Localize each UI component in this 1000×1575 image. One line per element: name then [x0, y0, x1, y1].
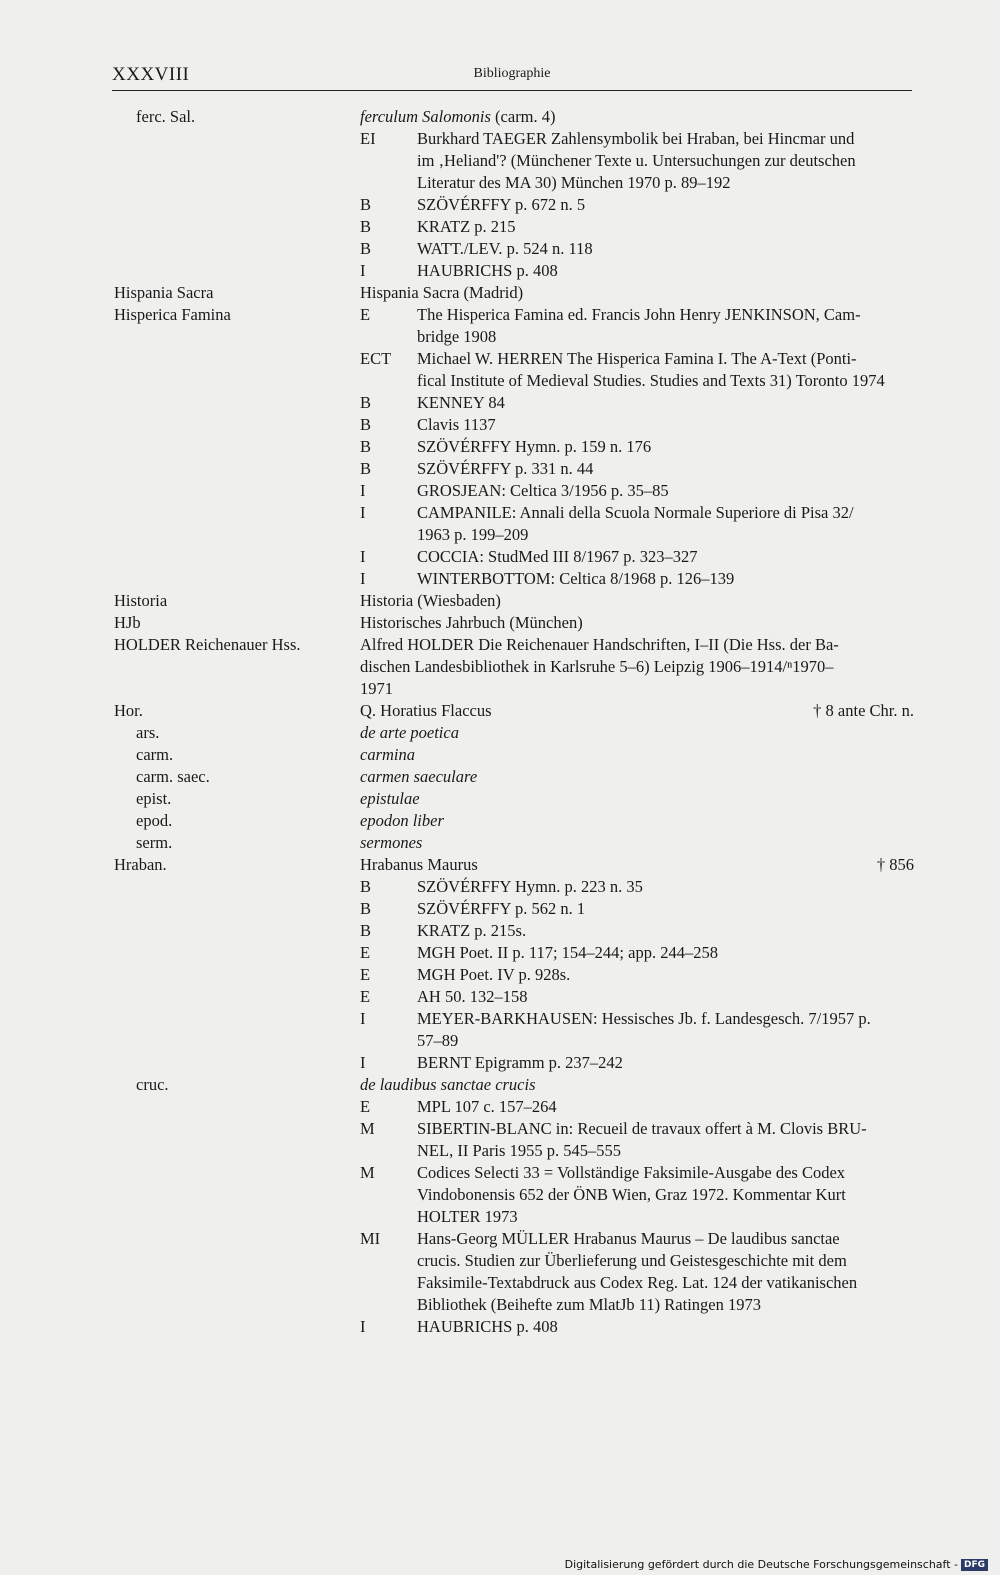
entry-abbreviation: Hisperica Famina	[114, 305, 231, 324]
entry-citation: SZÖVÉRFFY Hymn. p. 223 n. 35	[417, 877, 643, 896]
entry-citation: SZÖVÉRFFY p. 672 n. 5	[417, 195, 586, 214]
entry-citation: AH 50. 132–158	[417, 987, 528, 1006]
entry-citation: KRATZ p. 215	[417, 217, 516, 236]
entry-category-code: B	[360, 415, 372, 434]
entry-row	[0, 304, 1000, 326]
entry-citation: fical Institute of Medieval Studies. Studies and Texts 31) Toronto 1974	[417, 371, 885, 390]
entry-category-code: E	[360, 943, 371, 962]
entry-citation: Hans-Georg MÜLLER Hrabanus Maurus – De laudibus sanctae	[417, 1229, 840, 1248]
entry-category-code: ECT	[360, 349, 392, 368]
entry-full-title: Historia (Wiesbaden)	[360, 591, 501, 610]
entry-row	[0, 920, 1000, 942]
entry-citation: HAUBRICHS p. 408	[417, 261, 558, 280]
entry-row	[0, 568, 1000, 590]
entry-full-title: de laudibus sanctae crucis	[360, 1075, 536, 1094]
entry-row	[0, 1250, 1000, 1272]
footer-text: Digitalisierung gefördert durch die Deutsche Forschungsgemeinschaft -	[564, 1558, 958, 1571]
entry-abbreviation: carm. saec.	[136, 767, 210, 786]
entry-row	[0, 524, 1000, 546]
entry-category-code: B	[360, 393, 372, 412]
entry-category-code: M	[360, 1163, 375, 1182]
entry-citation: CAMPANILE: Annali della Scuola Normale Superiore di Pisa 32/	[417, 503, 854, 522]
entry-citation: MGH Poet. IV p. 928s.	[417, 965, 571, 984]
entry-row	[0, 238, 1000, 260]
entry-category-code: MI	[360, 1229, 381, 1248]
entry-category-code: I	[360, 569, 366, 588]
entry-row	[0, 1074, 1000, 1096]
entry-abbreviation: Hraban.	[114, 855, 167, 874]
entry-citation: Bibliothek (Beihefte zum MlatJb 11) Ratingen 1973	[417, 1295, 761, 1314]
entry-abbreviation: Hispania Sacra	[114, 283, 214, 302]
entry-row	[0, 414, 1000, 436]
entry-category-code: E	[360, 965, 371, 984]
entry-full-title: dischen Landesbibliothek in Karlsruhe 5–6) Leipzig 1906–1914/ⁿ1970–	[360, 657, 834, 676]
entry-row	[0, 832, 1000, 854]
bibliography-entries	[0, 106, 1000, 1338]
entry-row	[0, 106, 1000, 128]
entry-date: † 8 ante Chr. n.	[813, 701, 914, 720]
entry-category-code: I	[360, 547, 366, 566]
entry-citation: Michael W. HERREN The Hisperica Famina I. The A-Text (Ponti-	[417, 349, 857, 368]
entry-category-code: B	[360, 459, 372, 478]
entry-citation: HOLTER 1973	[417, 1207, 518, 1226]
entry-citation: Literatur des MA 30) München 1970 p. 89–192	[417, 173, 731, 192]
entry-row	[0, 788, 1000, 810]
entry-citation: NEL, II Paris 1955 p. 545–555	[417, 1141, 621, 1160]
entry-category-code: B	[360, 239, 372, 258]
entry-category-code: I	[360, 1053, 366, 1072]
entry-citation: WATT./LEV. p. 524 n. 118	[417, 239, 593, 258]
entry-row	[0, 260, 1000, 282]
entry-category-code: I	[360, 261, 366, 280]
entry-full-title: sermones	[360, 833, 423, 852]
entry-category-code: B	[360, 217, 372, 236]
entry-category-code: I	[360, 503, 366, 522]
entry-category-code: I	[360, 1009, 366, 1028]
entry-citation: SIBERTIN-BLANC in: Recueil de travaux offert à M. Clovis BRU-	[417, 1119, 867, 1138]
entry-citation: Faksimile-Textabdruck aus Codex Reg. Lat. 124 der vatikanischen	[417, 1273, 858, 1292]
entry-citation: The Hisperica Famina ed. Francis John Henry JENKINSON, Cam-	[417, 305, 861, 324]
entry-row	[0, 612, 1000, 634]
entry-abbreviation: epod.	[136, 811, 173, 830]
entry-citation: HAUBRICHS p. 408	[417, 1317, 558, 1336]
entry-row	[0, 1316, 1000, 1338]
entry-row	[0, 546, 1000, 568]
entry-citation: MEYER-BARKHAUSEN: Hessisches Jb. f. Landesgesch. 7/1957 p.	[417, 1009, 871, 1028]
footer-credit	[565, 1558, 988, 1571]
entry-row	[0, 172, 1000, 194]
entry-citation: 1963 p. 199–209	[417, 525, 529, 544]
entry-category-code: E	[360, 1097, 371, 1116]
entry-row	[0, 436, 1000, 458]
entry-row	[0, 1118, 1000, 1140]
entry-citation: im ‚Heliand'? (Münchener Texte u. Untersuchungen zur deutschen	[417, 151, 856, 170]
entry-row	[0, 744, 1000, 766]
entry-row	[0, 1096, 1000, 1118]
entry-full-title: Alfred HOLDER Die Reichenauer Handschriften, I–II (Die Hss. der Ba-	[360, 635, 839, 654]
entry-citation: BERNT Epigramm p. 237–242	[417, 1053, 623, 1072]
entry-citation: bridge 1908	[417, 327, 497, 346]
entry-citation: GROSJEAN: Celtica 3/1956 p. 35–85	[417, 481, 669, 500]
entry-row	[0, 1294, 1000, 1316]
entry-full-title: de arte poetica	[360, 723, 459, 742]
entry-abbreviation: HJb	[114, 613, 141, 632]
entry-row	[0, 326, 1000, 348]
entry-abbreviation: carm.	[136, 745, 174, 764]
entry-category-code: E	[360, 305, 371, 324]
entry-citation: SZÖVÉRFFY p. 331 n. 44	[417, 459, 594, 478]
entry-row	[0, 700, 1000, 722]
entry-abbreviation: cruc.	[136, 1075, 169, 1094]
entry-category-code: E	[360, 987, 371, 1006]
entry-full-title: ferculum Salomonis (carm. 4)	[360, 107, 556, 126]
entry-row	[0, 194, 1000, 216]
entry-abbreviation: ferc. Sal.	[136, 107, 196, 126]
entry-row	[0, 502, 1000, 524]
entry-citation: SZÖVÉRFFY p. 562 n. 1	[417, 899, 586, 918]
entry-row	[0, 1206, 1000, 1228]
entry-row	[0, 348, 1000, 370]
entry-citation: Burkhard TAEGER Zahlensymbolik bei Hraban, bei Hincmar und	[417, 129, 855, 148]
entry-category-code: EI	[360, 129, 376, 148]
entry-full-title: Hispania Sacra (Madrid)	[360, 283, 524, 302]
entry-row	[0, 1184, 1000, 1206]
entry-row	[0, 128, 1000, 150]
entry-citation: 57–89	[417, 1031, 459, 1050]
entry-abbreviation: HOLDER Reichenauer Hss.	[114, 635, 301, 654]
entry-row	[0, 678, 1000, 700]
entry-row	[0, 370, 1000, 392]
entry-full-title: carmen saeculare	[360, 767, 478, 786]
entry-abbreviation: Hor.	[114, 701, 143, 720]
entry-abbreviation: serm.	[136, 833, 173, 852]
dfg-logo: DFG	[961, 1559, 988, 1571]
entry-row	[0, 150, 1000, 172]
entry-row	[0, 766, 1000, 788]
entry-full-title: Historisches Jahrbuch (München)	[360, 613, 583, 632]
entry-row	[0, 282, 1000, 304]
entry-row	[0, 854, 1000, 876]
entry-row	[0, 634, 1000, 656]
entry-row	[0, 480, 1000, 502]
entry-row	[0, 898, 1000, 920]
entry-category-code: B	[360, 195, 372, 214]
entry-row	[0, 1052, 1000, 1074]
entry-row	[0, 1140, 1000, 1162]
entry-row	[0, 942, 1000, 964]
entry-citation: Vindobonensis 652 der ÖNB Wien, Graz 1972. Kommentar Kurt	[417, 1185, 846, 1204]
running-title: Bibliographie	[473, 66, 551, 81]
entry-full-title: Hrabanus Maurus	[360, 855, 478, 874]
entry-row	[0, 590, 1000, 612]
entry-category-code: I	[360, 481, 366, 500]
entry-row	[0, 722, 1000, 744]
entry-row	[0, 810, 1000, 832]
entry-row	[0, 1008, 1000, 1030]
entry-category-code: M	[360, 1119, 375, 1138]
entry-citation: MGH Poet. II p. 117; 154–244; app. 244–258	[417, 943, 718, 962]
entry-category-code: I	[360, 1317, 366, 1336]
entry-full-title: epistulae	[360, 789, 420, 808]
page-header	[112, 64, 912, 91]
entry-full-title: epodon liber	[360, 811, 444, 830]
entry-row	[0, 392, 1000, 414]
entry-abbreviation: Historia	[114, 591, 168, 610]
entry-date: † 856	[876, 855, 914, 874]
page-number: XXXVIII	[112, 64, 190, 85]
entry-category-code: B	[360, 921, 372, 940]
entry-row	[0, 216, 1000, 238]
entry-row	[0, 1030, 1000, 1052]
entry-row	[0, 1162, 1000, 1184]
entry-full-title: carmina	[360, 745, 415, 764]
entry-citation: Clavis 1137	[417, 415, 496, 434]
entry-category-code: B	[360, 877, 372, 896]
entry-citation: COCCIA: StudMed III 8/1967 p. 323–327	[417, 547, 698, 566]
entry-row	[0, 656, 1000, 678]
entry-abbreviation: ars.	[136, 723, 160, 742]
entry-full-title: Q. Horatius Flaccus	[360, 701, 492, 720]
entry-citation: MPL 107 c. 157–264	[417, 1097, 557, 1116]
entry-citation: WINTERBOTTOM: Celtica 8/1968 p. 126–139	[417, 569, 735, 588]
entry-abbreviation: epist.	[136, 789, 172, 808]
entry-row	[0, 986, 1000, 1008]
entry-citation: KENNEY 84	[417, 393, 505, 412]
entry-citation: SZÖVÉRFFY Hymn. p. 159 n. 176	[417, 437, 652, 456]
entry-full-title: 1971	[360, 679, 393, 698]
entry-citation: crucis. Studien zur Überlieferung und Geistesgeschichte mit dem	[417, 1251, 847, 1270]
entry-row	[0, 458, 1000, 480]
entry-category-code: B	[360, 899, 372, 918]
entry-citation: KRATZ p. 215s.	[417, 921, 527, 940]
entry-row	[0, 964, 1000, 986]
entry-citation: Codices Selecti 33 = Vollständige Faksimile-Ausgabe des Codex	[417, 1163, 846, 1182]
entry-row	[0, 1228, 1000, 1250]
entry-category-code: B	[360, 437, 372, 456]
entry-row	[0, 876, 1000, 898]
entry-row	[0, 1272, 1000, 1294]
